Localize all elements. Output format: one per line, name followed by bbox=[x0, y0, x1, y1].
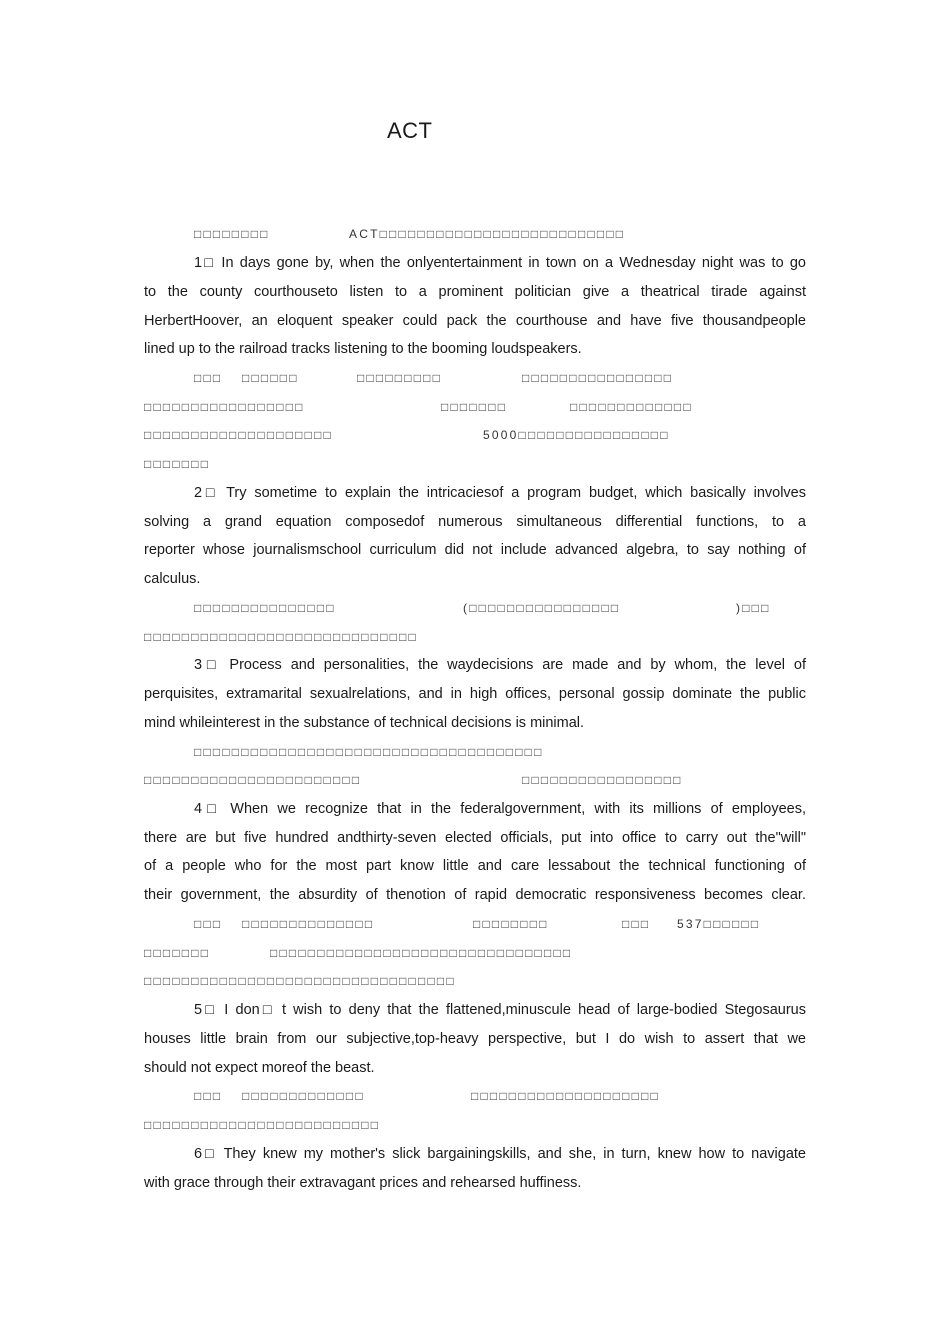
zh-segment: □□□□□□□□□□□□□ bbox=[242, 1089, 365, 1103]
p2-en-line: calculus. bbox=[144, 571, 201, 587]
p1-en-line: lined up to the railroad tracks listening to the booming loudspeakers. bbox=[144, 341, 582, 357]
zh-segment: □□□ bbox=[194, 371, 223, 385]
zh-segment: □□□□□□□□ bbox=[473, 917, 549, 931]
zh-segment: □□□□□□□□□ bbox=[357, 371, 443, 385]
zh-segment: □□□□□□□□□□□□□□□□□□□□□□□□□□□□□□□□□ bbox=[144, 974, 456, 988]
zh-segment: □□□□□□□ bbox=[144, 457, 211, 471]
p1-en-line: HerbertHoover, an eloquent speaker could pack the courthouse and have five thousandpeople bbox=[144, 313, 806, 329]
p5-en-line: should not expect moreof the beast. bbox=[144, 1060, 375, 1076]
p4-en-line: 4□ When we recognize that in the federalgovernment, with its millions of employees, bbox=[194, 801, 806, 817]
p4-en-line: of a people who for the most part know little and care lessabout the technical functioning of bbox=[144, 858, 806, 874]
p3-en-line: perquisites, extramarital sexualrelations, and in high offices, personal gossip dominate the public bbox=[144, 686, 806, 702]
p2-en-line: reporter whose journalismschool curriculum did not include advanced algebra, to say nothing of bbox=[144, 542, 806, 558]
zh-segment: □□□□□□ bbox=[242, 371, 299, 385]
p4-en-line: their government, the absurdity of thenotion of rapid democratic responsiveness becomes clear. bbox=[144, 887, 806, 903]
zh-segment: )□□□ bbox=[736, 601, 771, 615]
p1-en-line: 1□ In days gone by, when the onlyentertainment in town on a Wednesday night was to go bbox=[194, 255, 806, 271]
zh-segment: □□□□□□□□□□□□□□□ bbox=[194, 601, 336, 615]
p3-en-line: mind whileinterest in the substance of technical decisions is minimal. bbox=[144, 715, 585, 731]
p2-en-line: solving a grand equation composedof numerous simultaneous differential functions, to a bbox=[144, 514, 806, 530]
p3-en-line: 3□ Process and personalities, the waydecisions are made and by whom, the level of bbox=[194, 657, 806, 673]
p4-en-line: there are but five hundred andthirty-seven elected officials, put into office to carry out the"will" bbox=[144, 830, 806, 846]
zh-segment: □□□ bbox=[622, 917, 651, 931]
zh-segment: □□□□□□□□□□□□□□□□□□□□□□□□□ bbox=[144, 1118, 381, 1132]
zh-segment: □□□□□□□□□□□□□□ bbox=[242, 917, 375, 931]
page-title: ACT bbox=[387, 118, 433, 143]
p6-en-line: 6□ They knew my mother's slick bargainingskills, and she, in turn, knew how to navigate bbox=[194, 1146, 806, 1162]
zh-segment: □□□□□□□□□□□□□□□□□ bbox=[522, 773, 683, 787]
zh-segment: □□□□□□□□□□□□□□□□□□□□□□□ bbox=[144, 773, 362, 787]
p5-en-line: houses little brain from our subjective,top-heavy perspective, but I do wish to assert that we bbox=[144, 1031, 806, 1047]
zh-segment: □□□□□□□□□□□□□□□□□□□□ bbox=[471, 1089, 660, 1103]
zh-segment: 537□□□□□□ bbox=[677, 917, 761, 931]
p6-en-line: with grace through their extravagant prices and rehearsed huffiness. bbox=[144, 1175, 582, 1191]
zh-segment: □□□□□□□□□□□□□□□□□ bbox=[144, 400, 305, 414]
intro-text-b: ACT□□□□□□□□□□□□□□□□□□□□□□□□□□ bbox=[349, 227, 626, 241]
zh-segment: □□□□□□□□□□□□□□□□□□□□□□□□□□□□□ bbox=[144, 630, 418, 644]
intro-text-a: □□□□□□□□ bbox=[194, 227, 270, 241]
zh-segment: (□□□□□□□□□□□□□□□□ bbox=[463, 601, 621, 615]
zh-segment: 5000□□□□□□□□□□□□□□□□ bbox=[483, 428, 670, 442]
zh-segment: □□□□□□□ bbox=[144, 946, 211, 960]
p5-en-line: 5□ I don□ t wish to deny that the flattened,minuscule head of large-bodied Stegosaurus bbox=[194, 1002, 806, 1018]
zh-segment: □□□□□□□ bbox=[441, 400, 508, 414]
p1-en-line: to the county courthouseto listen to a prominent politician give a theatrical tirade against bbox=[144, 284, 806, 300]
zh-segment: □□□ bbox=[194, 917, 223, 931]
zh-segment: □□□□□□□□□□□□□ bbox=[570, 400, 693, 414]
zh-segment: □□□□□□□□□□□□□□□□□□□□□□□□□□□□□□□□□□□□□ bbox=[194, 745, 544, 759]
zh-segment: □□□□□□□□□□□□□□□□ bbox=[522, 371, 674, 385]
zh-segment: □□□□□□□□□□□□□□□□□□□□ bbox=[144, 428, 333, 442]
p2-en-line: 2□ Try sometime to explain the intricaciesof a program budget, which basically involves bbox=[194, 485, 806, 501]
zh-segment: □□□□□□□□□□□□□□□□□□□□□□□□□□□□□□□□ bbox=[270, 946, 573, 960]
zh-segment: □□□ bbox=[194, 1089, 223, 1103]
